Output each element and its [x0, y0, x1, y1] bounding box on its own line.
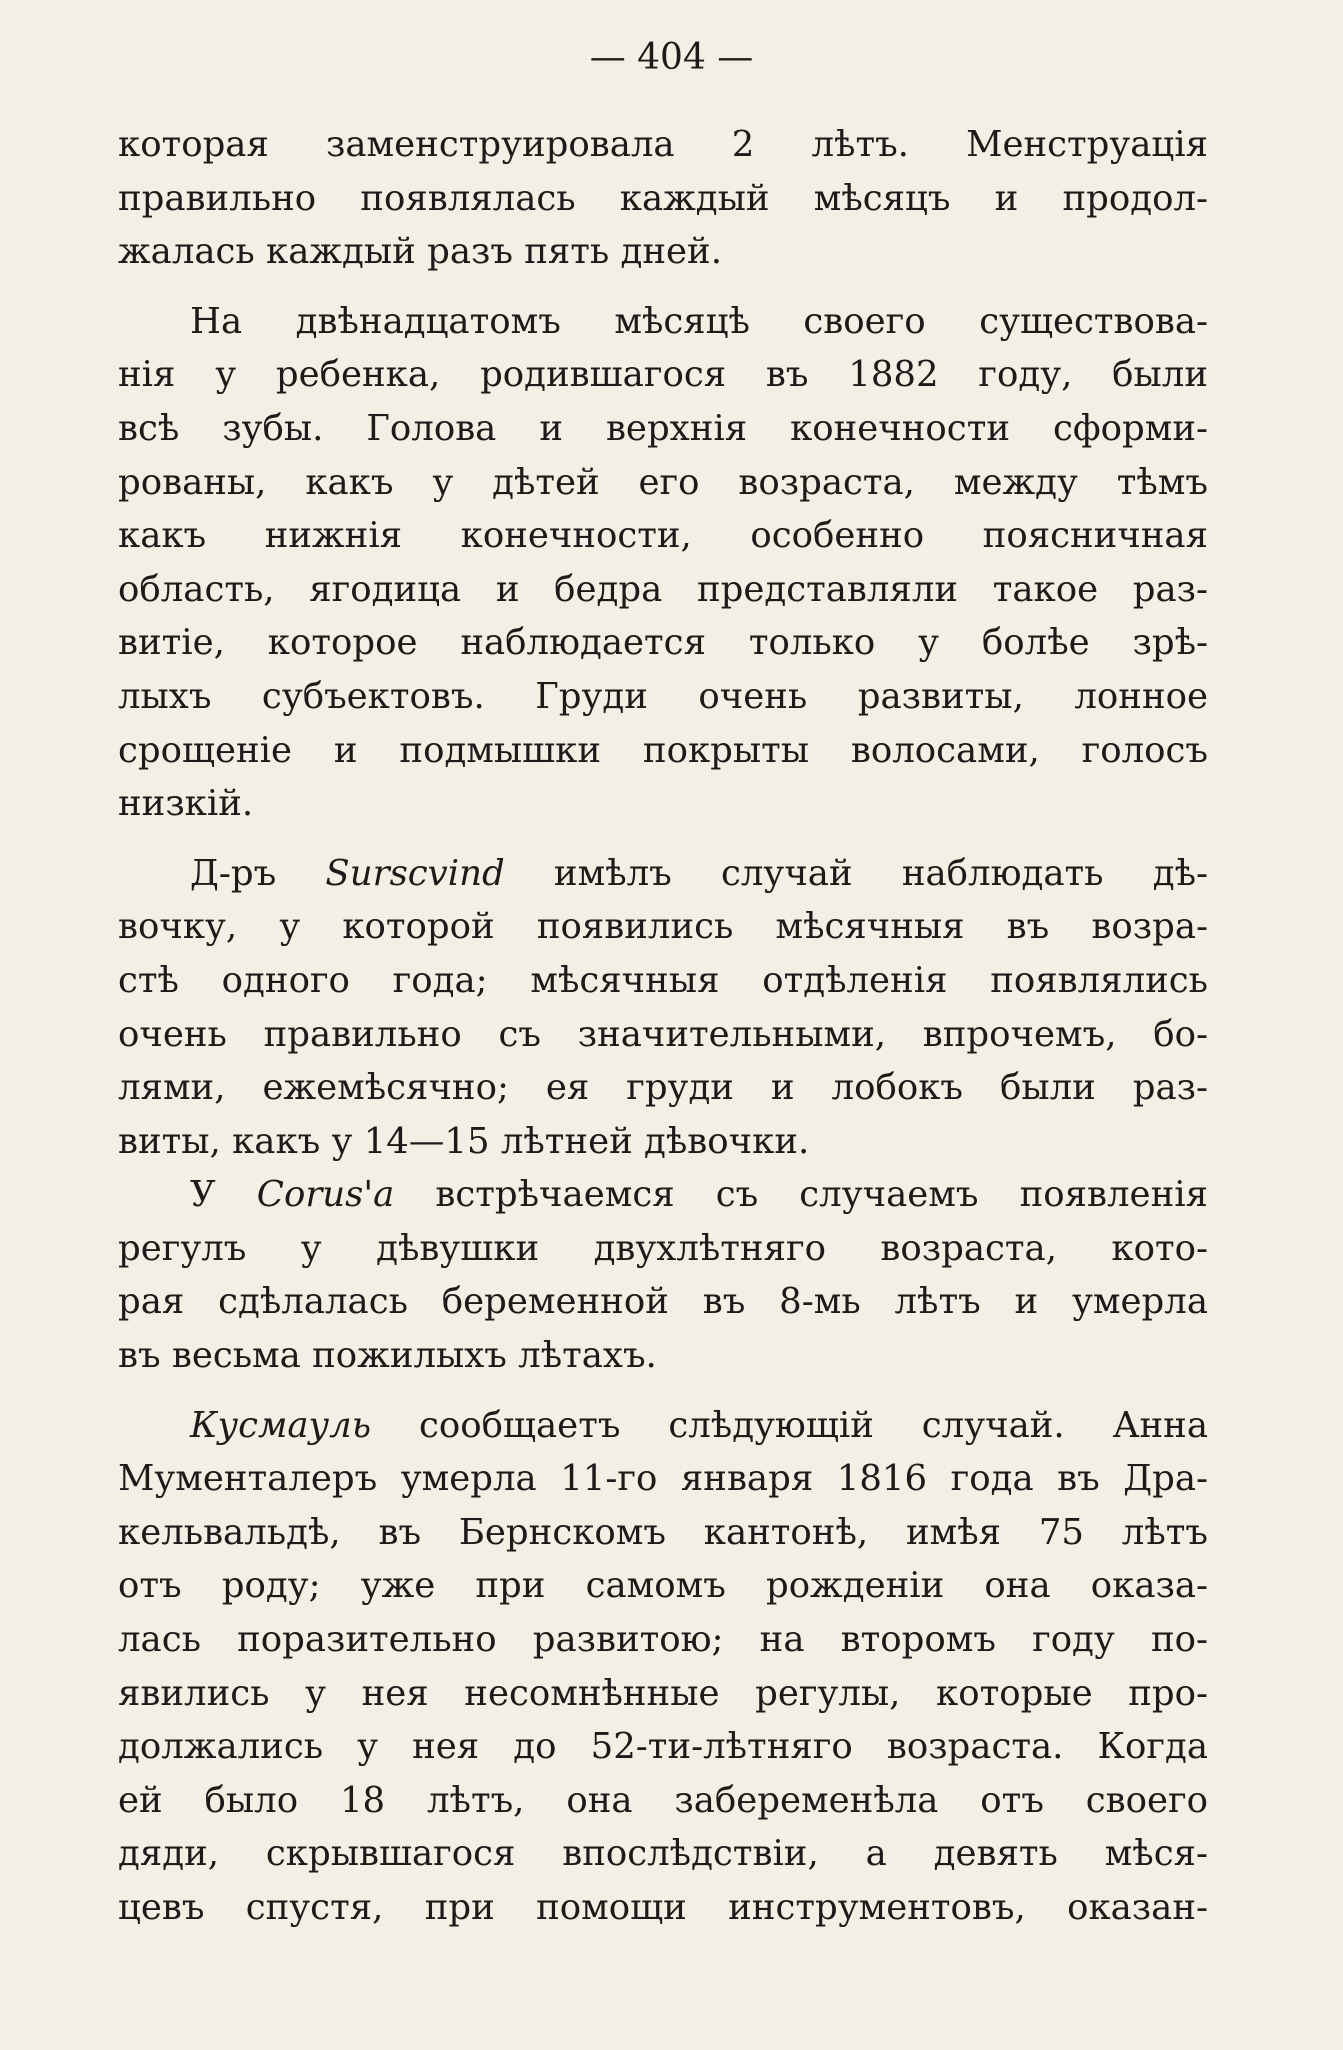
- text-line: всѣ зубы. Голова и верхнія конечности сформи-: [118, 407, 1208, 449]
- paragraph: [118, 1399, 1208, 1935]
- text-line: явились у нея несомнѣнные регулы, которые про-: [118, 1672, 1208, 1714]
- text-line: которая заменструировала 2 лѣтъ. Менструація: [118, 124, 1208, 165]
- page-number: — 404 —: [589, 37, 754, 78]
- body-text: [118, 118, 1208, 1935]
- text-line: Мументалеръ умерла 11-го января 1816 года въ Дра-: [118, 1458, 1208, 1500]
- paragraph: [118, 295, 1208, 831]
- text-line: жалась каждый разъ пять дней.: [118, 231, 723, 273]
- text-line: [118, 1399, 1208, 1453]
- text-line: очень правильно съ значительными, впрочемъ, бо-: [118, 1013, 1208, 1055]
- text-line: рая сдѣлалась беременной въ 8-мь лѣтъ и умерла: [118, 1281, 1208, 1323]
- text-line: лыхъ субъектовъ. Груди очень развиты, лонное: [118, 675, 1208, 717]
- text-line: отъ роду; уже при самомъ рожденіи она оказа-: [118, 1565, 1208, 1607]
- text-line: дяди, скрывшагося впослѣдствіи, а девять мѣся-: [118, 1833, 1208, 1875]
- text-run: имѣлъ случай наблюдать дѣ-: [504, 852, 1209, 894]
- text-line: вочку, у которой появились мѣсячныя въ возра-: [118, 906, 1208, 948]
- text-line: низкій.: [118, 783, 254, 825]
- text-line: срощеніе и подмышки покрыты волосами, голосъ: [118, 729, 1208, 771]
- text-line: регулъ у дѣвушки двухлѣтняго возраста, кото-: [118, 1227, 1208, 1269]
- paragraph: [118, 847, 1208, 1169]
- text-line: нія у ребенка, родившагося въ 1882 году, были: [118, 354, 1208, 396]
- text-line: виты, какъ у 14—15 лѣтней дѣвочки.: [118, 1120, 810, 1162]
- text-line: цевъ спустя, при помощи инструментовъ, оказан-: [118, 1887, 1208, 1928]
- text-run: встрѣчаемся съ случаемъ появленія: [394, 1174, 1208, 1216]
- author-name: Corus'a: [256, 1174, 395, 1216]
- author-name: Кусмауль: [190, 1404, 372, 1446]
- text-line: ей было 18 лѣтъ, она забеременѣла отъ своего: [118, 1779, 1208, 1821]
- paragraph: [118, 118, 1208, 279]
- text-line: кельвальдѣ, въ Бернскомъ кантонѣ, имѣя 75 лѣтъ: [118, 1511, 1208, 1553]
- text-line: лями, ежемѣсячно; ея груди и лобокъ были раз-: [118, 1067, 1208, 1109]
- text-line: въ весьма пожилыхъ лѣтахъ.: [118, 1335, 657, 1377]
- text-line: область, ягодица и бедра представляли такое раз-: [118, 568, 1208, 610]
- text-line: лась поразительно развитою; на второмъ году по-: [118, 1619, 1208, 1661]
- text-line: витіе, которое наблюдается только у болѣе зрѣ-: [118, 622, 1208, 664]
- text-line: правильно появлялась каждый мѣсяцъ и продол-: [118, 177, 1208, 219]
- text-line: должались у нея до 52-ти-лѣтняго возраста. Когда: [118, 1726, 1208, 1768]
- text-line: рованы, какъ у дѣтей его возраста, между тѣмъ: [118, 461, 1208, 503]
- text-run: Д-ръ: [190, 852, 326, 894]
- text-run: У: [190, 1174, 257, 1216]
- paragraph: [118, 1168, 1208, 1382]
- author-name: Sursсvind: [325, 852, 505, 894]
- text-line: стѣ одного года; мѣсячныя отдѣленія появлялись: [118, 959, 1208, 1001]
- text-line: [118, 1168, 1208, 1222]
- text-line: какъ нижнія конечности, особенно поясничная: [118, 515, 1208, 557]
- text-run: сообщаетъ слѣдующій случай. Анна: [371, 1404, 1208, 1446]
- text-line: [118, 847, 1208, 901]
- text-line: На двѣнадцатомъ мѣсяцѣ своего существова-: [190, 300, 1208, 342]
